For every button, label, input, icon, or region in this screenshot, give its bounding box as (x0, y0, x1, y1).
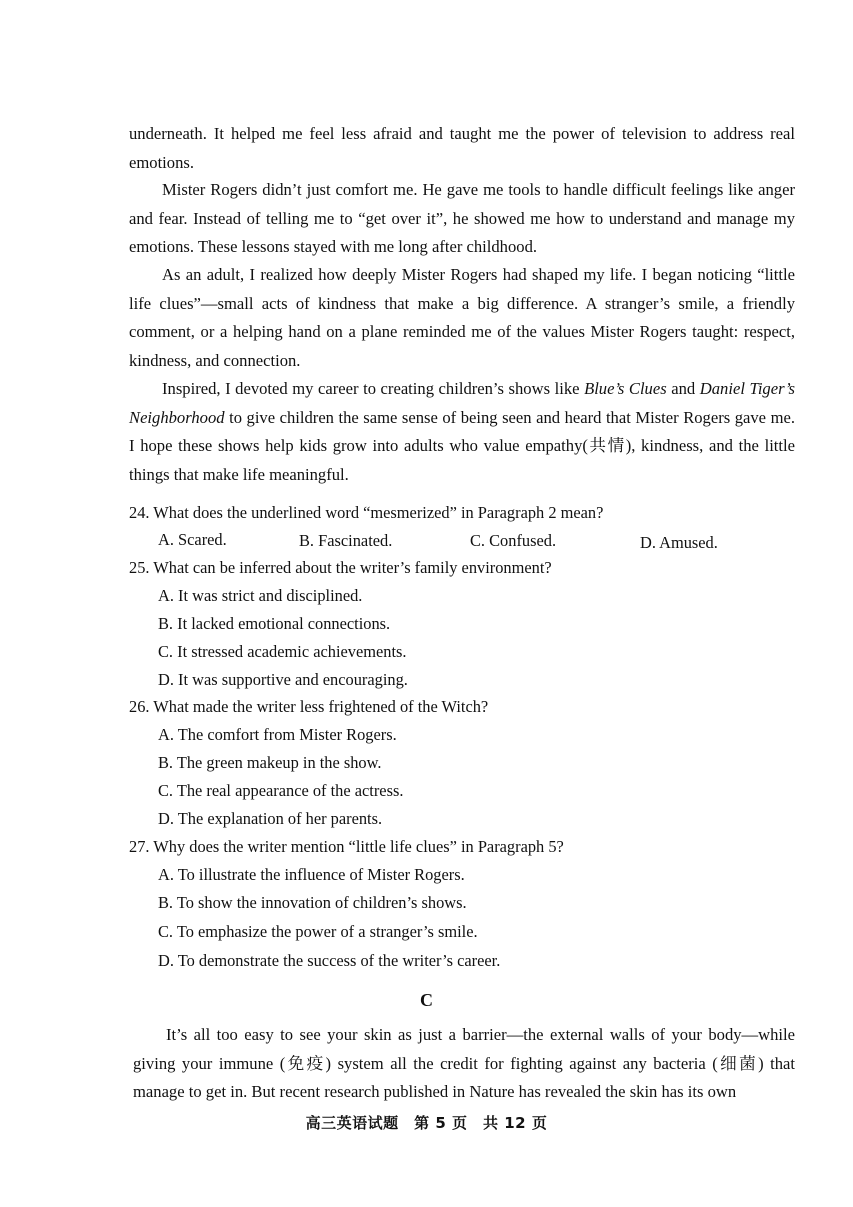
section-c-heading: C (420, 990, 433, 1010)
question-25-option-a: A. It was strict and disciplined. (158, 586, 363, 605)
paragraph-b2: Mister Rogers didn’t just comfort me. He gave me tools to handle difficult feelings like anger and fear. Instead of telling me to “get over it”, he showed me how to understand and manage my emotions. These lessons stayed with me long after childhood. (129, 180, 795, 256)
question-26-option-d: D. The explanation of her parents. (158, 809, 383, 828)
show-title-daniel-tiger: Daniel Tiger’s Neighborhood (129, 379, 796, 427)
paragraph-c1: It’s all too easy to see your skin as just a barrier—the external walls of your body—while giving your immune (免疫) system all the credit for fighting against any bacteria (细菌) that manage to get in. But recent research published in Nature has revealed the skin has its own (133, 1025, 795, 1101)
paragraph-b4 (129, 375, 795, 489)
paragraph-b4-and: and (666, 379, 700, 398)
question-25-option-c: C. It stressed academic achievements. (158, 642, 407, 661)
show-title-blues-clues: Blue’s Clues (584, 379, 667, 398)
question-27-option-c: C. To emphasize the power of a stranger’s smile. (158, 922, 478, 941)
question-25-option-d: D. It was supportive and encouraging. (158, 670, 408, 689)
question-26-option-b: B. The green makeup in the show. (158, 753, 382, 772)
question-27-stem: 27. Why does the writer mention “little life clues” in Paragraph 5? (129, 837, 564, 856)
question-26-stem: 26. What made the writer less frightened of the Witch? (129, 697, 489, 716)
paragraph-b3: As an adult, I realized how deeply Mister Rogers had shaped my life. I began noticing “little life clues”—small acts of kindness that make a big difference. A stranger’s smile, a friendly comment, or a helping hand on a plane reminded me of the values Mister Rogers taught: respect, kindness, and connection. (129, 265, 795, 370)
question-26-option-a: A. The comfort from Mister Rogers. (158, 725, 397, 744)
question-24-option-d: D. Amused. (640, 533, 718, 552)
question-24-option-b: B. Fascinated. (299, 531, 393, 550)
paragraph-b1-tail: underneath. It helped me feel less afraid and taught me the power of television to address real emotions. (129, 124, 795, 172)
question-25-stem: 25. What can be inferred about the writer’s family environment? (129, 558, 552, 577)
question-24-option-c: C. Confused. (470, 531, 557, 550)
question-25-option-b: B. It lacked emotional connections. (158, 614, 391, 633)
question-24-stem: 24. What does the underlined word “mesmerized” in Paragraph 2 mean? (129, 503, 604, 522)
page-footer: 高三英语试题 第 5 页 共 12 页 (305, 1114, 548, 1132)
question-27-option-b: B. To show the innovation of children’s shows. (158, 893, 467, 912)
paragraph-b4-start: Inspired, I devoted my career to creating children’s shows like (162, 379, 585, 398)
question-27-option-d: D. To demonstrate the success of the writer’s career. (158, 951, 501, 970)
paragraph-b4-end: to give children the same sense of being seen and heard that Mister Rogers gave me. I hope these shows help kids grow into adults who value empathy(共情), kindness, and the little things that make life meaningful. (129, 407, 795, 484)
question-27-option-a: A. To illustrate the influence of Mister Rogers. (158, 865, 465, 884)
question-24-option-a: A. Scared. (158, 530, 227, 549)
question-26-option-c: C. The real appearance of the actress. (158, 781, 404, 800)
